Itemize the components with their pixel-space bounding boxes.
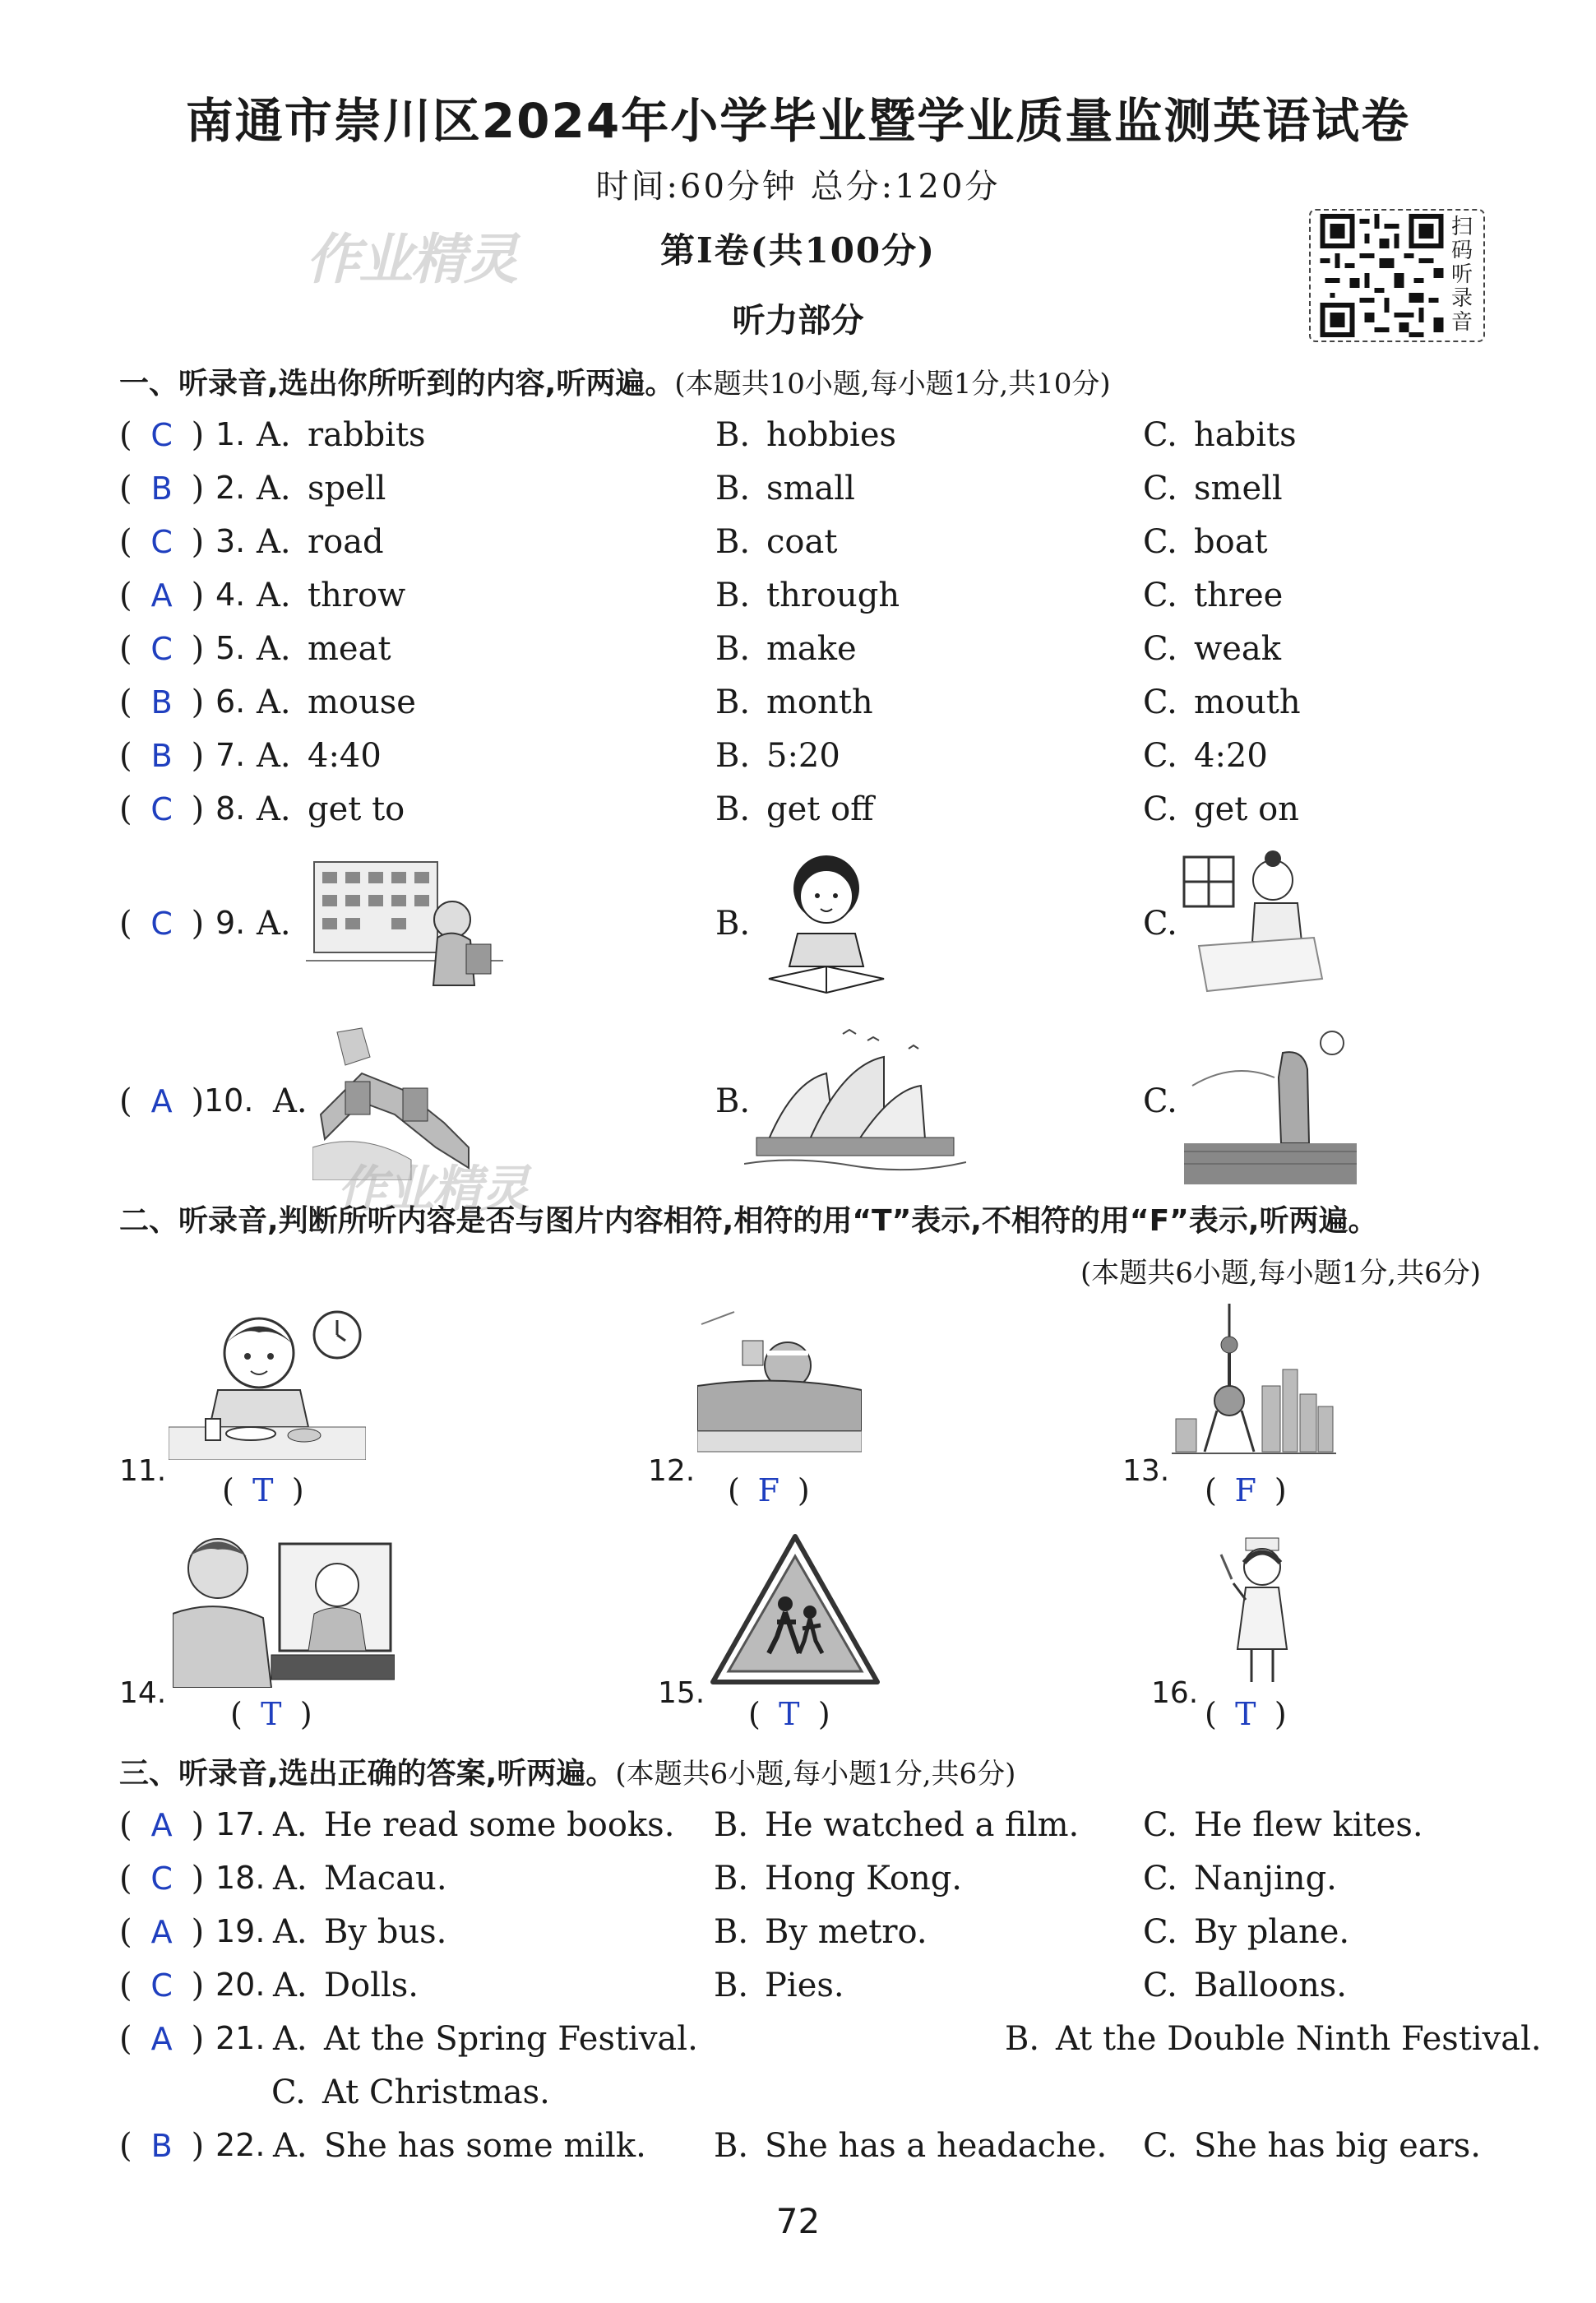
sick-in-bed-picture[interactable] bbox=[697, 1308, 862, 1456]
question-row: ( A ) 19. A. By bus. B. By metro. C. By plane. bbox=[119, 1913, 1350, 1951]
girl-writing-picture[interactable] bbox=[756, 843, 896, 999]
question-row: ( B ) 22. A. She has some milk. B. She has a headache. C. She has big ears. bbox=[119, 2127, 1482, 2165]
option-a-label[interactable]: A. bbox=[273, 1082, 308, 1120]
item-number: 16. bbox=[1151, 1676, 1199, 1710]
answer-bracket: ( C ) bbox=[119, 523, 205, 561]
option-a[interactable]: A. mouse bbox=[257, 683, 416, 721]
option-c[interactable]: C. Nanjing. bbox=[1143, 1860, 1337, 1898]
question-row: ( B ) 2. A. spell B. small C. smell bbox=[119, 470, 1283, 507]
section2-heading: 二、听录音,判断所听内容是否与图片内容相符,相符的用“T”表示,不相符的用“F”表示,听两遍。 bbox=[119, 1204, 1378, 1238]
option-a[interactable]: A. She has some milk. bbox=[273, 2127, 646, 2165]
option-b-label[interactable]: B. bbox=[715, 905, 751, 943]
option-b[interactable]: B. through bbox=[715, 577, 900, 614]
answer-bracket: ( B ) bbox=[119, 2127, 205, 2165]
question-row: ( C ) 1. A. rabbits B. hobbies C. habits bbox=[119, 416, 1297, 454]
answer-bracket: ( C ) bbox=[119, 630, 205, 668]
page-number: 72 bbox=[775, 2201, 821, 2241]
option-b[interactable]: B. By metro. bbox=[714, 1913, 928, 1951]
answer-bracket: ( B ) bbox=[119, 470, 205, 507]
question-row: ( B ) 7. A. 4:40 B. 5:20 C. 4:20 bbox=[119, 737, 1268, 775]
question-row: ( B ) 6. A. mouse B. month C. mouth bbox=[119, 683, 1301, 721]
question-row: ( C ) 5. A. meat B. make C. weak bbox=[119, 630, 1281, 668]
merlion-picture[interactable] bbox=[1184, 1020, 1357, 1184]
volume-title: 第Ⅰ卷(共100分) bbox=[659, 230, 937, 271]
answer-bracket: ( C ) bbox=[119, 1860, 205, 1898]
option-c[interactable]: C. At Christmas. bbox=[271, 2074, 550, 2111]
option-c[interactable]: C. Balloons. bbox=[1143, 1967, 1347, 2004]
option-a[interactable]: A. road bbox=[257, 523, 384, 561]
question-row: ( A ) 10. A. B. C. bbox=[119, 1082, 1177, 1120]
item-number: 14. bbox=[119, 1676, 167, 1710]
video-call-picture[interactable] bbox=[173, 1531, 395, 1688]
girl-getting-up-picture[interactable] bbox=[1182, 847, 1330, 995]
option-b[interactable]: B. Pies. bbox=[714, 1967, 844, 2004]
option-b[interactable]: B. She has a headache. bbox=[714, 2127, 1108, 2165]
question-row-continuation bbox=[0, 2074, 1596, 2123]
option-b[interactable]: B. get off bbox=[715, 790, 874, 828]
question-row: ( C ) 20. A. Dolls. B. Pies. C. Balloons. bbox=[119, 1967, 1347, 2004]
children-crossing-sign-picture[interactable] bbox=[707, 1530, 884, 1690]
option-b[interactable]: B. hobbies bbox=[715, 416, 897, 454]
option-c-label[interactable]: C. bbox=[1143, 1082, 1177, 1120]
question-row: ( A ) 17. A. He read some books. B. He watched a film. C. He flew kites. bbox=[119, 1806, 1423, 1844]
answer-bracket: ( B ) bbox=[119, 737, 205, 775]
option-b[interactable]: B. Hong Kong. bbox=[714, 1860, 963, 1898]
option-a[interactable]: A. At the Spring Festival. bbox=[273, 2020, 698, 2058]
item-number: 15. bbox=[658, 1676, 705, 1710]
option-c[interactable]: C. smell bbox=[1143, 470, 1283, 507]
oriental-pearl-tower-picture[interactable] bbox=[1172, 1304, 1336, 1464]
part-title: 听力部分 bbox=[732, 302, 864, 340]
answer-bracket: ( A ) bbox=[119, 577, 205, 614]
answer-bracket: ( T ) bbox=[748, 1696, 830, 1732]
answer-bracket: ( A ) bbox=[119, 1082, 205, 1120]
question-row: ( C ) 18. A. Macau. B. Hong Kong. C. Nanjing. bbox=[119, 1860, 1337, 1898]
option-a[interactable]: A. throw bbox=[257, 577, 406, 614]
option-a-label[interactable]: A. bbox=[257, 905, 291, 943]
qr-code-icon[interactable] bbox=[1314, 214, 1450, 337]
option-a[interactable]: A. spell bbox=[257, 470, 386, 507]
boy-eating-breakfast-picture[interactable] bbox=[169, 1304, 366, 1460]
qr-label: 扫 码 听 录 音 bbox=[1451, 215, 1473, 335]
school-building-picture[interactable] bbox=[306, 846, 503, 994]
option-a[interactable]: A. 4:40 bbox=[257, 737, 382, 775]
option-c[interactable]: C. get on bbox=[1143, 790, 1299, 828]
option-a[interactable]: A. rabbits bbox=[257, 416, 426, 454]
question-row: ( A ) 4. A. throw B. through C. three bbox=[119, 577, 1284, 614]
answer-bracket: ( T ) bbox=[230, 1696, 312, 1732]
answer-bracket: ( F ) bbox=[1205, 1472, 1287, 1508]
option-c[interactable]: C. habits bbox=[1143, 416, 1297, 454]
option-c[interactable]: C. By plane. bbox=[1143, 1913, 1350, 1951]
question-row: ( C ) 3. A. road B. coat C. boat bbox=[119, 523, 1268, 561]
option-c[interactable]: C. He flew kites. bbox=[1143, 1806, 1423, 1844]
answer-bracket: ( C ) bbox=[119, 790, 205, 828]
answer-bracket: ( C ) bbox=[119, 1967, 205, 2004]
exam-time-score: 时间:60分钟 总分:120分 bbox=[595, 168, 1001, 206]
answer-bracket: ( T ) bbox=[222, 1472, 304, 1508]
answer-bracket: ( F ) bbox=[728, 1472, 810, 1508]
question-row: ( A ) 21. A. At the Spring Festival. B. At the Double Ninth Festival. bbox=[119, 2020, 1542, 2058]
option-a[interactable]: A. get to bbox=[257, 790, 405, 828]
option-a[interactable]: A. Dolls. bbox=[273, 1967, 419, 2004]
option-c[interactable]: C. 4:20 bbox=[1143, 737, 1268, 775]
option-c[interactable]: C. She has big ears. bbox=[1143, 2127, 1482, 2165]
option-a[interactable]: A. He read some books. bbox=[273, 1806, 675, 1844]
option-b[interactable]: B. 5:20 bbox=[715, 737, 840, 775]
answer-bracket: ( A ) bbox=[119, 1913, 205, 1951]
section1-heading: 一、听录音,选出你所听到的内容,听两遍。(本题共10小题,每小题1分,共10分) bbox=[119, 367, 1111, 401]
item-number: 13. bbox=[1122, 1454, 1170, 1488]
option-b[interactable]: B. month bbox=[715, 683, 873, 721]
watermark: 作业精灵 bbox=[337, 1161, 528, 1218]
section3-heading: 三、听录音,选出正确的答案,听两遍。(本题共6小题,每小题1分,共6分) bbox=[119, 1757, 1016, 1791]
answer-bracket: ( B ) bbox=[119, 683, 205, 721]
option-a[interactable]: A. By bus. bbox=[273, 1913, 447, 1951]
option-c[interactable]: C. three bbox=[1143, 577, 1284, 614]
watermark: 作业精灵 bbox=[306, 228, 516, 291]
answer-bracket: ( C ) bbox=[119, 416, 205, 454]
answer-bracket: ( A ) bbox=[119, 2020, 205, 2058]
answer-bracket: ( T ) bbox=[1205, 1696, 1287, 1732]
question-row: ( C ) 9. A. B. C. bbox=[119, 905, 1177, 943]
exam-title: 南通市崇川区2024年小学毕业暨学业质量监测英语试卷 bbox=[185, 93, 1411, 149]
option-c[interactable]: C. weak bbox=[1143, 630, 1281, 668]
question-row: ( C ) 8. A. get to B. get off C. get on bbox=[119, 790, 1299, 828]
option-a[interactable]: A. meat bbox=[257, 630, 391, 668]
section2-note: (本题共6小题,每小题1分,共6分) bbox=[1080, 1257, 1481, 1290]
answer-bracket: ( A ) bbox=[119, 1806, 205, 1844]
option-c[interactable]: C. mouth bbox=[1143, 683, 1301, 721]
option-b[interactable]: B. He watched a film. bbox=[714, 1806, 1080, 1844]
option-b[interactable]: B. At the Double Ninth Festival. bbox=[1005, 2020, 1542, 2058]
option-b[interactable]: B. coat bbox=[715, 523, 838, 561]
option-a[interactable]: A. Macau. bbox=[273, 1860, 447, 1898]
answer-bracket: ( C ) bbox=[119, 905, 205, 943]
option-c-label[interactable]: C. bbox=[1143, 905, 1177, 943]
option-b-label[interactable]: B. bbox=[715, 1082, 751, 1120]
item-number: 12. bbox=[648, 1454, 696, 1488]
sydney-opera-house-picture[interactable] bbox=[744, 1024, 966, 1180]
option-b[interactable]: B. make bbox=[715, 630, 857, 668]
nurse-picture[interactable] bbox=[1209, 1534, 1307, 1690]
option-b[interactable]: B. small bbox=[715, 470, 855, 507]
item-number: 11. bbox=[119, 1454, 167, 1488]
option-c[interactable]: C. boat bbox=[1143, 523, 1268, 561]
